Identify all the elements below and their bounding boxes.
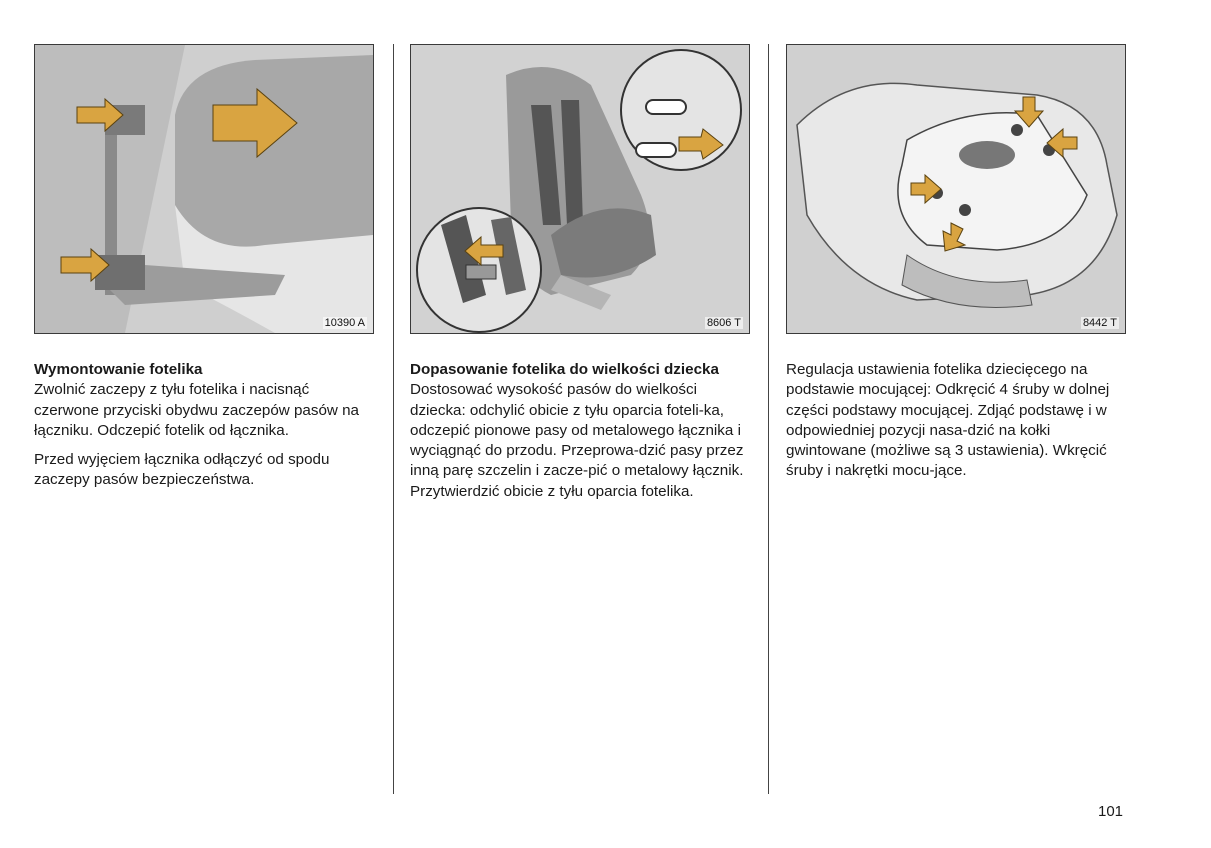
figure-harness-adjustment	[410, 44, 750, 334]
column-3	[786, 44, 1126, 491]
figure-seat-removal	[34, 44, 374, 334]
column-divider	[768, 44, 769, 794]
section-heading: Dopasowanie fotelika do wielkości dziecka	[410, 361, 719, 378]
paragraph: Dostosować wysokość pasów do wielkości dziecka: odchylić obicie z tyłu oparcia foteli-ka, odczepić pionowe pasy od metalowego łącznika i wyciągnąć do przodu. Przeprowa-dzić pasy przez inną parę szczelin i zacze-pić o metalowy łącznik. Przytwierdzić obicie z tyłu oparcia fotelika.	[410, 381, 744, 500]
figure-code: 8442 T	[1082, 317, 1117, 329]
paragraph: Zwolnić zaczepy z tyłu fotelika i nacisnąć czerwone przyciski obydwu zaczepów pasów na łączniku. Odczepić fotelik od łącznika.	[34, 381, 359, 439]
paragraph: Regulacja ustawienia fotelika dziecięcego na podstawie mocującej: Odkręcić 4 śruby w dolnej części podstawy mocującej. Zdjąć podstawę i w odpowiedniej pozycji nasa-dzić na kołki gwintowane (możliwe są 3 ustawienia). Wkręcić śruby i nakrętki mocu-jące.	[786, 361, 1110, 480]
section-heading: Wymontowanie fotelika	[34, 361, 203, 378]
seat-removal-illustration	[35, 45, 373, 333]
section-text	[786, 360, 1126, 482]
paragraph: Przed wyjęciem łącznika odłączyć od spodu zaczepy pasów bezpieczeństwa.	[34, 451, 330, 489]
figure-base-adjustment	[786, 44, 1126, 334]
section-text	[34, 360, 374, 491]
column-1	[34, 44, 374, 500]
column-divider	[393, 44, 394, 794]
figure-code: 8606 T	[706, 317, 741, 329]
harness-adjustment-illustration	[411, 45, 749, 333]
column-2	[410, 44, 750, 511]
figure-code: 10390 A	[324, 317, 365, 329]
section-text	[410, 360, 750, 502]
page-number: 101	[1098, 803, 1124, 820]
base-adjustment-illustration	[787, 45, 1125, 333]
